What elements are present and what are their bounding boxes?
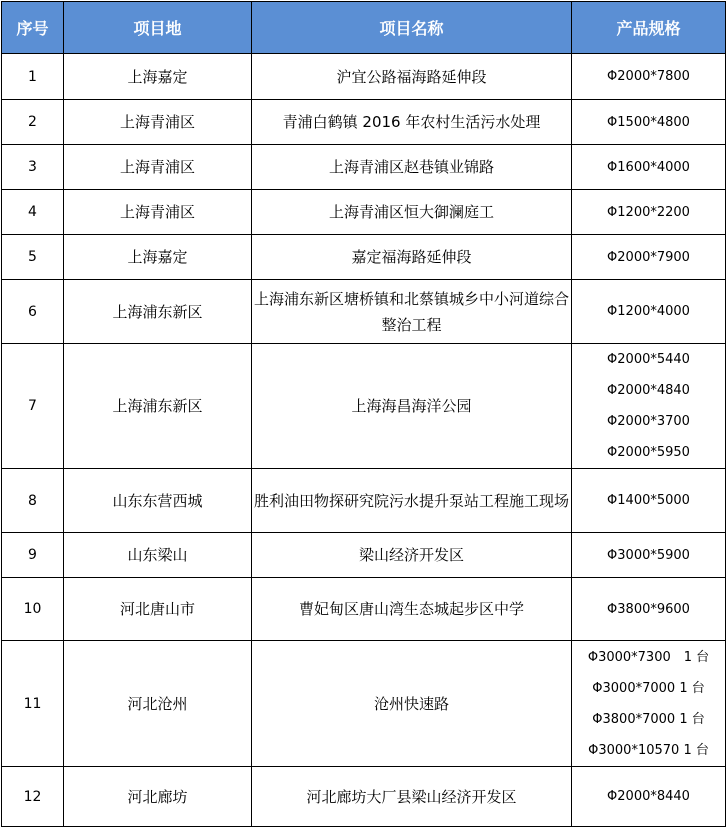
- row-index-cell: 1: [2, 54, 64, 100]
- row-index-cell: 9: [2, 533, 64, 578]
- row-location-cell: 上海浦东新区: [64, 280, 252, 344]
- spec-line: Φ2000*5950: [607, 445, 690, 460]
- row-location-cell: 上海浦东新区: [64, 344, 252, 469]
- row-location-cell: 上海嘉定: [64, 54, 252, 100]
- spec-line: Φ1500*4800: [607, 114, 690, 130]
- row-location-cell: 上海青浦区: [64, 190, 252, 235]
- table-row: [2, 469, 726, 533]
- table-body: [2, 54, 726, 827]
- header-index: 序号: [2, 2, 64, 54]
- row-location-cell: 上海青浦区: [64, 145, 252, 190]
- table-row: [2, 533, 726, 578]
- row-index-cell: 7: [2, 344, 64, 469]
- row-location-cell: 河北廊坊: [64, 767, 252, 827]
- row-index-cell: 11: [2, 641, 64, 767]
- table-row: [2, 145, 726, 190]
- row-project-name-cell: 梁山经济开发区: [252, 533, 572, 578]
- row-index-cell: 8: [2, 469, 64, 533]
- spec-line: Φ1200*4000: [607, 304, 690, 319]
- table-row: [2, 641, 726, 767]
- row-location-cell: 山东梁山: [64, 533, 252, 578]
- row-index-cell: 2: [2, 100, 64, 145]
- row-spec-cell: [572, 54, 726, 100]
- row-location-cell: 上海嘉定: [64, 235, 252, 280]
- row-spec-cell: [572, 533, 726, 578]
- table-row: [2, 235, 726, 280]
- row-spec-cell: [572, 280, 726, 344]
- row-spec-cell: [572, 235, 726, 280]
- header-location: 项目地: [64, 2, 252, 54]
- table-row: [2, 190, 726, 235]
- row-project-name-cell: 沪宜公路福海路延伸段: [252, 54, 572, 100]
- spec-line: Φ1200*2200: [607, 204, 690, 220]
- row-project-name-cell: 河北廊坊大厂县梁山经济开发区: [252, 767, 572, 827]
- project-table: [1, 1, 726, 827]
- row-project-name-cell: 上海青浦区恒大御澜庭工: [252, 190, 572, 235]
- row-project-name-cell: 胜利油田物探研究院污水提升泵站工程施工现场: [252, 469, 572, 533]
- row-project-name-cell: 上海浦东新区塘桥镇和北蔡镇城乡中小河道综合整治工程: [252, 280, 572, 344]
- row-location-cell: 山东东营西城: [64, 469, 252, 533]
- header-row: [2, 2, 726, 54]
- row-spec-cell: [572, 641, 726, 767]
- row-project-name-cell: 曹妃甸区唐山湾生态城起步区中学: [252, 578, 572, 641]
- spec-line: Φ2000*5440: [607, 352, 690, 367]
- row-spec-cell: [572, 578, 726, 641]
- spec-line: Φ3000*7000 1 台: [592, 680, 705, 696]
- row-project-name-cell: 青浦白鹤镇 2016 年农村生活污水处理: [252, 100, 572, 145]
- header-project-name: 项目名称: [252, 2, 572, 54]
- row-location-cell: 河北沧州: [64, 641, 252, 767]
- row-location-cell: 河北唐山市: [64, 578, 252, 641]
- row-project-name-cell: 上海青浦区赵巷镇业锦路: [252, 145, 572, 190]
- spec-line: Φ1600*4000: [607, 159, 690, 175]
- row-project-name-cell: 上海海昌海洋公园: [252, 344, 572, 469]
- row-spec-cell: [572, 767, 726, 827]
- row-index-cell: 5: [2, 235, 64, 280]
- spec-line: Φ3800*7000 1 台: [592, 711, 705, 727]
- table-row: [2, 280, 726, 344]
- spec-line: Φ2000*8440: [607, 789, 690, 804]
- row-spec-cell: [572, 145, 726, 190]
- row-project-name-cell: 嘉定福海路延伸段: [252, 235, 572, 280]
- spec-line: Φ3800*9600: [607, 601, 690, 617]
- table-row: [2, 344, 726, 469]
- row-index-cell: 12: [2, 767, 64, 827]
- table-row: [2, 100, 726, 145]
- spec-line: Φ2000*3700: [607, 414, 690, 429]
- row-spec-cell: [572, 190, 726, 235]
- row-project-name-cell: 沧州快速路: [252, 641, 572, 767]
- spec-line: Φ3000*7300 1 台: [587, 649, 710, 665]
- table-row: [2, 767, 726, 827]
- row-index-cell: 6: [2, 280, 64, 344]
- spec-line: Φ3000*10570 1 台: [588, 742, 709, 758]
- row-index-cell: 10: [2, 578, 64, 641]
- spec-line: Φ2000*7900: [607, 249, 690, 265]
- row-location-cell: 上海青浦区: [64, 100, 252, 145]
- table-row: [2, 578, 726, 641]
- spec-line: Φ3000*5900: [607, 547, 690, 563]
- row-spec-cell: [572, 344, 726, 469]
- row-index-cell: 4: [2, 190, 64, 235]
- spec-line: Φ2000*7800: [607, 69, 690, 84]
- spec-line: Φ1400*5000: [607, 493, 690, 508]
- row-spec-cell: [572, 100, 726, 145]
- row-index-cell: 3: [2, 145, 64, 190]
- row-spec-cell: [572, 469, 726, 533]
- table-row: [2, 54, 726, 100]
- spec-line: Φ2000*4840: [607, 383, 690, 398]
- header-spec: 产品规格: [572, 2, 726, 54]
